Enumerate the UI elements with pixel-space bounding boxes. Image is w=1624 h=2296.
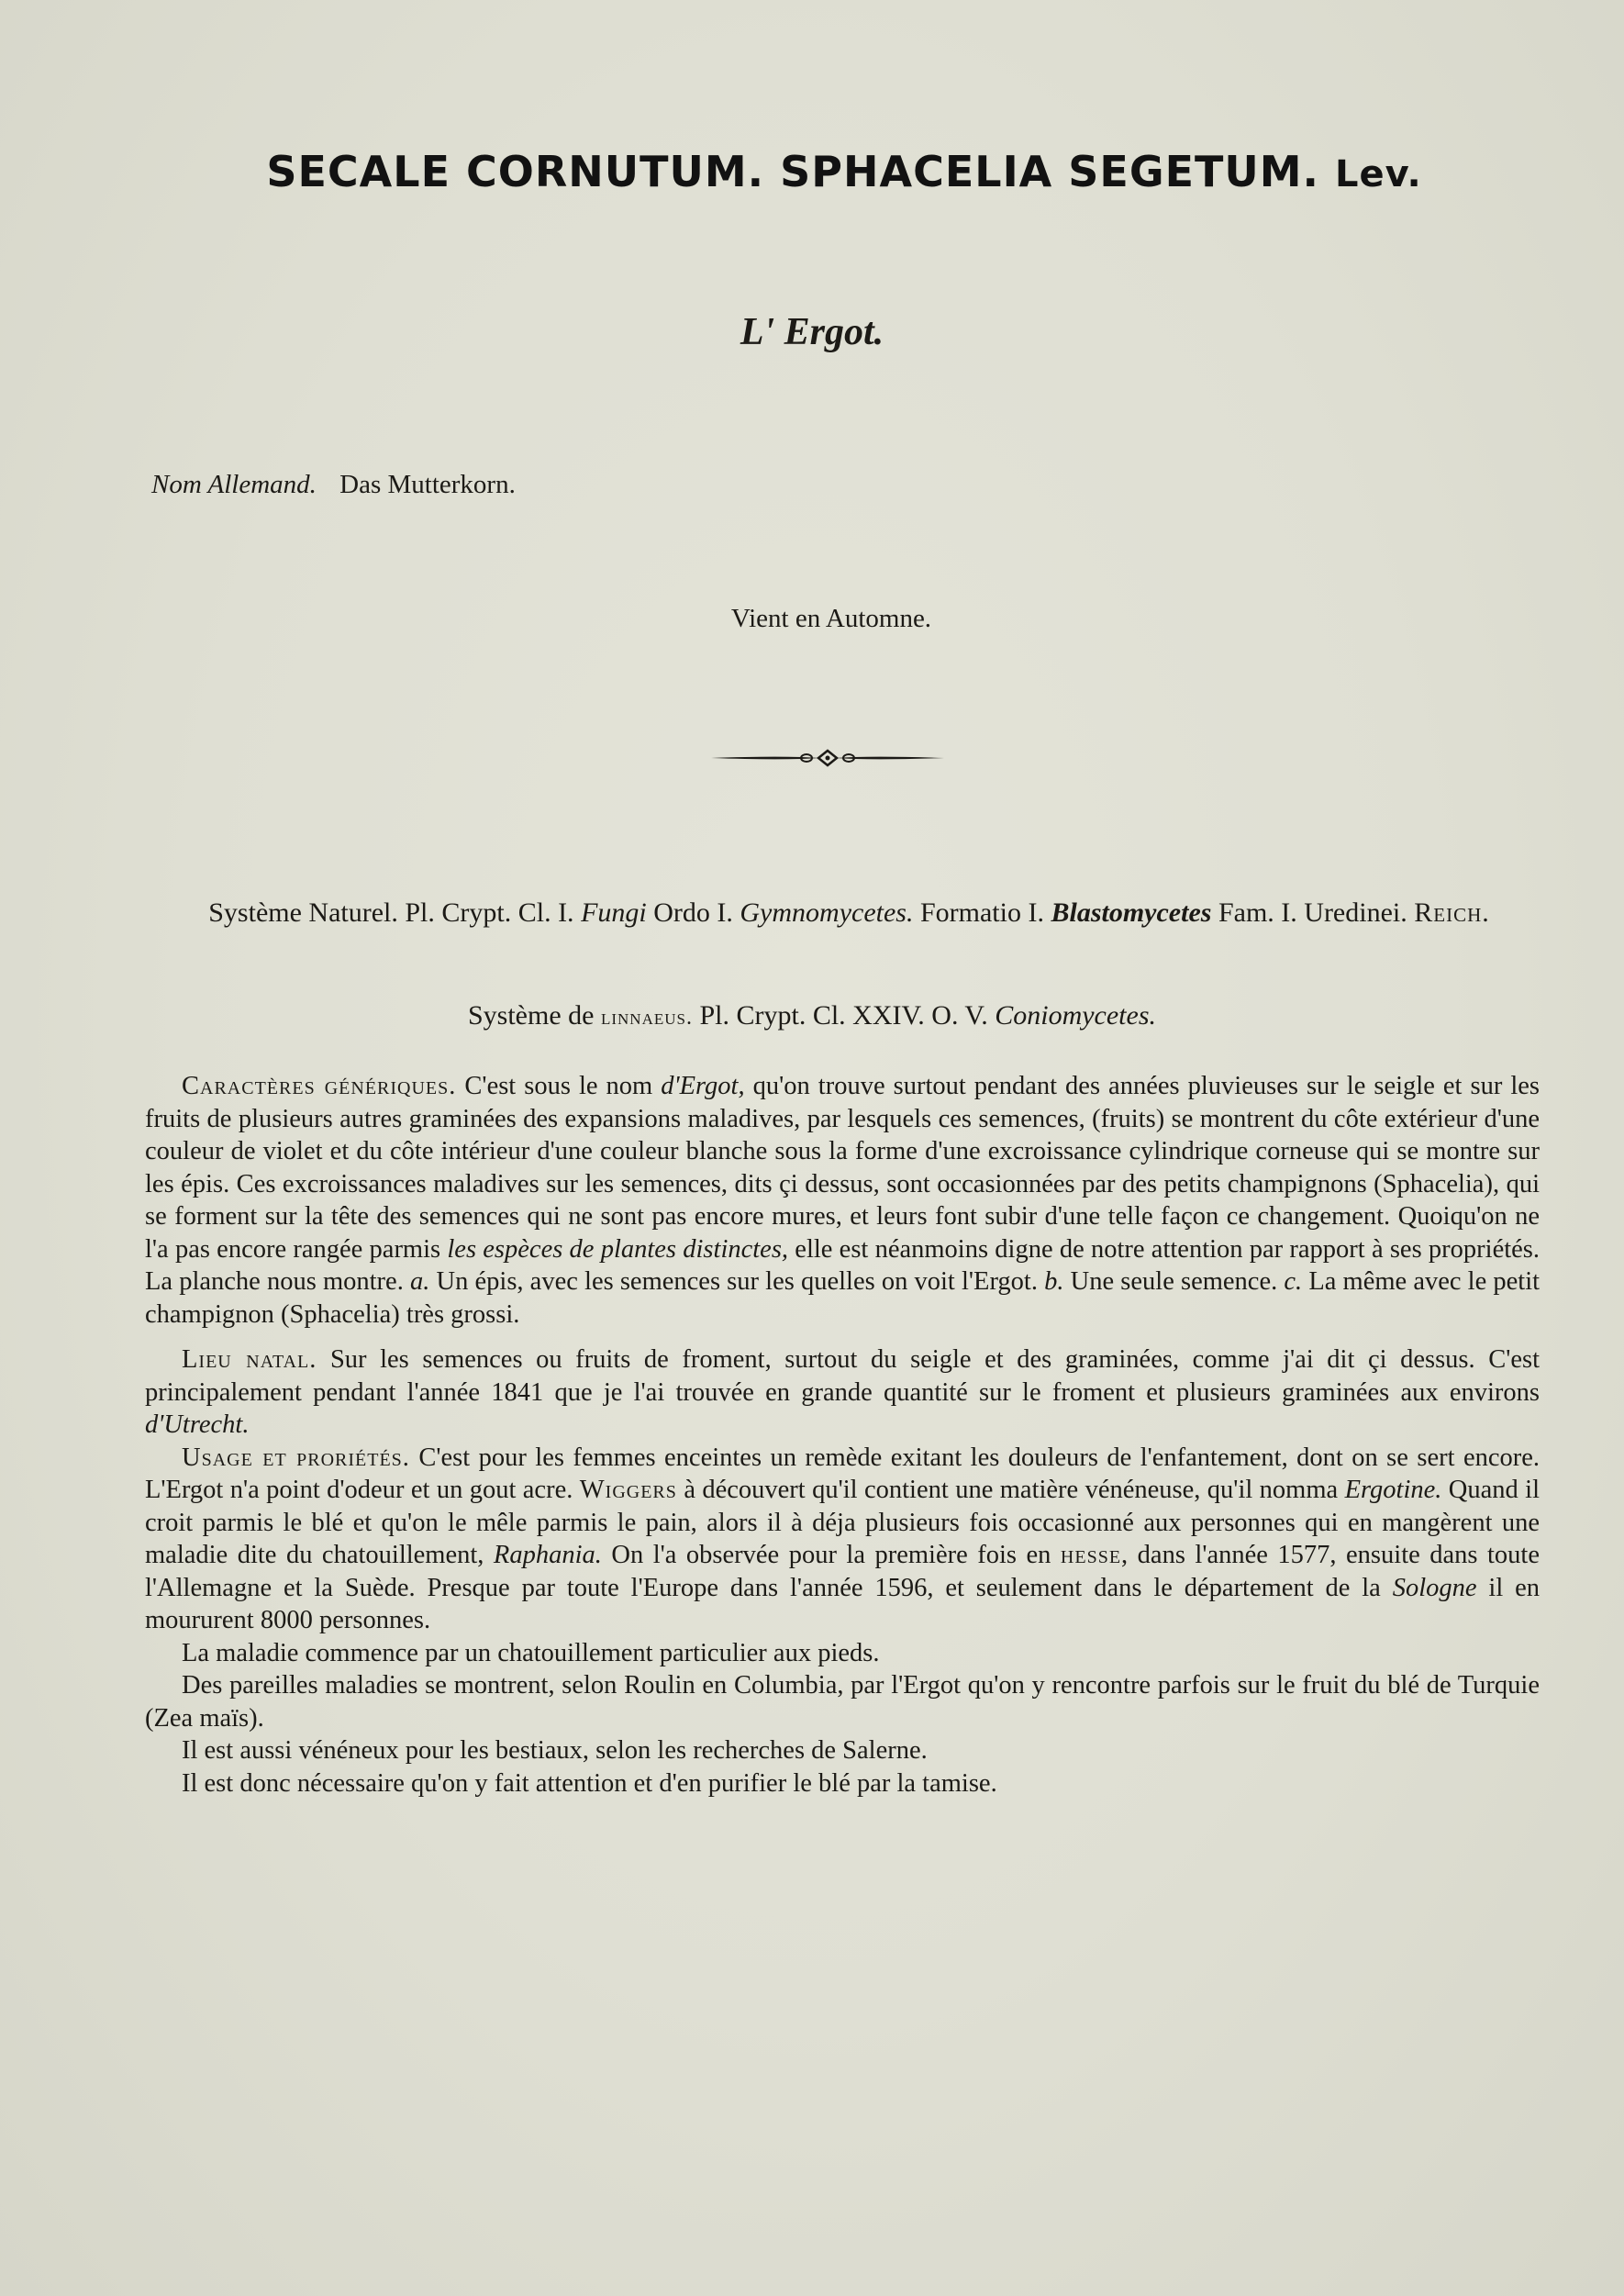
title-main: SECALE CORNUTUM. SPHACELIA SEGETUM. — [266, 147, 1320, 196]
german-name-label: Nom Allemand. — [151, 470, 317, 499]
system-linnaeus — [0, 1000, 1624, 1031]
text-run: , dans l'année 1577, ensuite dans toute l'Allemagne et la Suède. Presque par toute l'Europe dans l'année 1596, et seulement dans le département de la — [145, 1541, 1540, 1602]
paragraph-maladie: La maladie commence par un chatouillement particulier aux pieds. — [182, 1638, 880, 1667]
text-run: a. — [409, 1267, 430, 1296]
text-run: Un épis, avec les semences sur les quelles on voit l'Ergot. — [436, 1267, 1038, 1296]
text-run: Une seule semence. — [1070, 1267, 1278, 1296]
system-naturel-fungi: Fungi — [581, 897, 647, 928]
text-run: Ergotine. — [1344, 1476, 1442, 1504]
text-run: elle est néanmoins digne de notre attention par rapport à ses propriétés. La planche nous montre. — [145, 1234, 1540, 1296]
german-name — [151, 470, 516, 500]
system-linnaeus-name: linnaeus. — [600, 1006, 693, 1030]
paragraph-caracteres — [145, 1070, 1540, 1331]
text-run: d'Utrecht. — [145, 1410, 250, 1439]
system-naturel-fam: Fam. I. Uredinei. — [1218, 897, 1407, 928]
paragraph-bestiaux: Il est aussi vénéneux pour les bestiaux, selon les recherches de Salerne. — [182, 1736, 928, 1765]
text-run: b. — [1044, 1267, 1064, 1296]
title-author: Lev. — [1335, 153, 1422, 195]
system-linnaeus-class: Pl. Crypt. Cl. XXIV. O. V. — [699, 1000, 988, 1031]
paragraph-heading: Usage et proriétés. — [182, 1443, 410, 1472]
system-linnaeus-text-1: Système de — [467, 1000, 595, 1031]
paragraph-heading: Caractères génériques. — [182, 1072, 457, 1100]
text-run: qu'on trouve surtout pendant des années pluvieuses sur le seigle et sur les fruits de plusieurs autres graminées des expansions maladives, par lesquels ces semences, (fruits) se montrent du côte extérieur d'une couleur de violet et du côte intérieur d'une couleur blanche sous la forme d'une excroissance cylindrique corneuse qui se montre sur les épis. Ces excroissances maladives sur les semences, dits çi dessus, sont occasionnées par des petits champignons (Sphacelia), qui se forment sur la tête des semences qui ne sont pas encore mures, et leurs font subir d'une telle façon ce changement. Quoiqu'on ne l'a pas encore rangée parmis — [145, 1072, 1541, 1264]
system-naturel-blastomycetes: Blastomycetes — [1051, 897, 1212, 928]
system-naturel — [163, 890, 1535, 936]
subtitle: L' Ergot. — [740, 311, 884, 353]
paragraph-lieu-natal — [145, 1343, 1540, 1442]
paragraph-conclusion: Il est donc nécessaire qu'on y fait attention et d'en purifier le blé par la tamise. — [182, 1768, 997, 1798]
text-run: Raphania. — [493, 1541, 602, 1569]
ornament-divider-icon — [709, 748, 946, 768]
system-naturel-text-1: Système Naturel. Pl. Crypt. Cl. I. — [208, 897, 574, 928]
paragraph-roulin: Des pareilles maladies se montrent, selon Roulin en Columbia, par l'Ergot qu'on y rencontre parfois sur le fruit du blé de Turquie (Zea maïs). — [145, 1671, 1540, 1733]
system-naturel-formatio: Formatio I. — [919, 897, 1044, 928]
system-naturel-gymnomycetes: Gymnomycetes. — [740, 897, 914, 928]
text-run: hesse — [1060, 1541, 1122, 1569]
text-run: C'est pour les femmes enceintes un remède exitant les douleurs de l'enfantement, dont on se sert encore. L'Ergot n'a point d'odeur et un gout acre. — [145, 1443, 1541, 1504]
text-run: d'Ergot, — [661, 1072, 745, 1100]
text-run: Sologne — [1392, 1573, 1477, 1602]
system-naturel-author: Reich. — [1414, 897, 1490, 928]
text-run: La même avec le petit champignon (Sphacelia) très grossi. — [145, 1267, 1541, 1329]
text-run: C'est sous le nom — [464, 1072, 653, 1100]
text-run: Sur les semences ou fruits de froment, surtout du seigle et des graminées, comme j'ai dit çi dessus. C'est principalement pendant l'année 1841 que je l'ai trouvée en grande quantité sur le froment et plusieurs graminées aux environs — [145, 1345, 1540, 1407]
system-naturel-ordo: Ordo I. — [653, 897, 733, 928]
system-linnaeus-coniomycetes: Coniomycetes. — [995, 1000, 1156, 1031]
german-name-value: Das Mutterkorn. — [339, 470, 516, 499]
body-text — [145, 1070, 1540, 1800]
paragraph-usage — [145, 1442, 1540, 1637]
text-run: Quand il croit parmis le blé et qu'on le mêle parmis le pain, alors il à déja plusieurs fois occasionné aux personnes qui en mangèrent une maladie dite du chatouillement, — [145, 1476, 1541, 1569]
text-run: c. — [1284, 1267, 1303, 1296]
text-run: les espèces de plantes distinctes, — [447, 1234, 789, 1264]
text-run: Wiggers — [579, 1476, 677, 1504]
text-run: il en moururent 8000 personnes. — [145, 1573, 1541, 1634]
paragraph-heading: Lieu natal. — [182, 1345, 317, 1374]
page-title — [0, 147, 1624, 196]
text-run: à découvert qu'il contient une matière vénéneuse, qu'il nomma — [684, 1476, 1339, 1504]
text-run: On l'a observée pour la première fois en — [611, 1541, 1051, 1569]
season-line: Vient en Automne. — [730, 604, 932, 633]
